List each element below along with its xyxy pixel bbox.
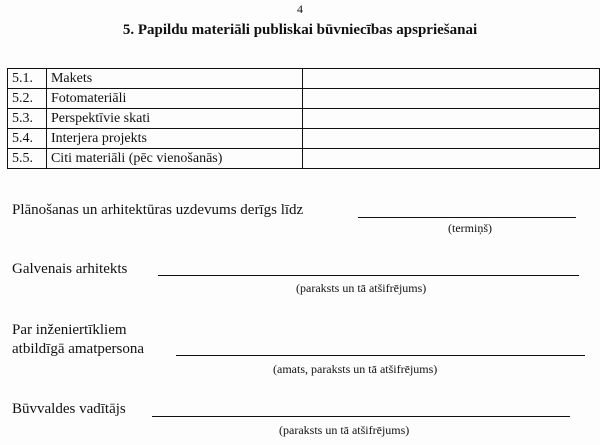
table-row: [8, 69, 600, 89]
engineering-signature-line[interactable]: [176, 342, 585, 356]
validity-label: Plānošanas un arhitektūras uzdevums derīgs līdz: [12, 202, 304, 218]
row-value[interactable]: [302, 89, 599, 109]
row-name: Interjera projekts: [46, 129, 302, 149]
row-name: Fotomateriāli: [46, 89, 302, 109]
table-row: [8, 149, 600, 169]
building-authority-label: Būvvaldes vadītājs: [12, 401, 126, 417]
row-value[interactable]: [302, 109, 599, 129]
materials-table: [7, 68, 600, 169]
validity-line[interactable]: [358, 204, 576, 218]
row-value[interactable]: [302, 149, 599, 169]
row-number: 5.4.: [8, 129, 47, 149]
row-value[interactable]: [302, 129, 599, 149]
chief-architect-caption: (paraksts un tā atšifrējums): [296, 281, 427, 295]
row-name: Makets: [46, 69, 302, 89]
chief-architect-signature-line[interactable]: [158, 262, 579, 276]
row-value[interactable]: [302, 69, 599, 89]
engineering-label-line1: Par inženiertīkliem: [12, 322, 127, 338]
table-row: [8, 129, 600, 149]
building-authority-caption: (paraksts un tā atšifrējums): [279, 423, 410, 437]
row-name: Citi materiāli (pēc vienošanās): [46, 149, 302, 169]
row-number: 5.2.: [8, 89, 47, 109]
engineering-caption: (amats, paraksts un tā atšifrējums): [273, 362, 438, 376]
section-heading: 5. Papildu materiāli publiskai būvniecības apspriešanai: [122, 22, 478, 38]
validity-caption: (termiņš): [448, 221, 492, 235]
building-authority-signature-line[interactable]: [152, 403, 570, 417]
page-number: 4: [297, 2, 303, 16]
table-row: [8, 109, 600, 129]
row-number: 5.5.: [8, 149, 47, 169]
chief-architect-label: Galvenais arhitekts: [12, 261, 128, 277]
table-row: [8, 89, 600, 109]
engineering-label-line2: atbildīgā amatpersona: [12, 341, 145, 357]
row-name: Perspektīvie skati: [46, 109, 302, 129]
row-number: 5.1.: [8, 69, 47, 89]
row-number: 5.3.: [8, 109, 47, 129]
